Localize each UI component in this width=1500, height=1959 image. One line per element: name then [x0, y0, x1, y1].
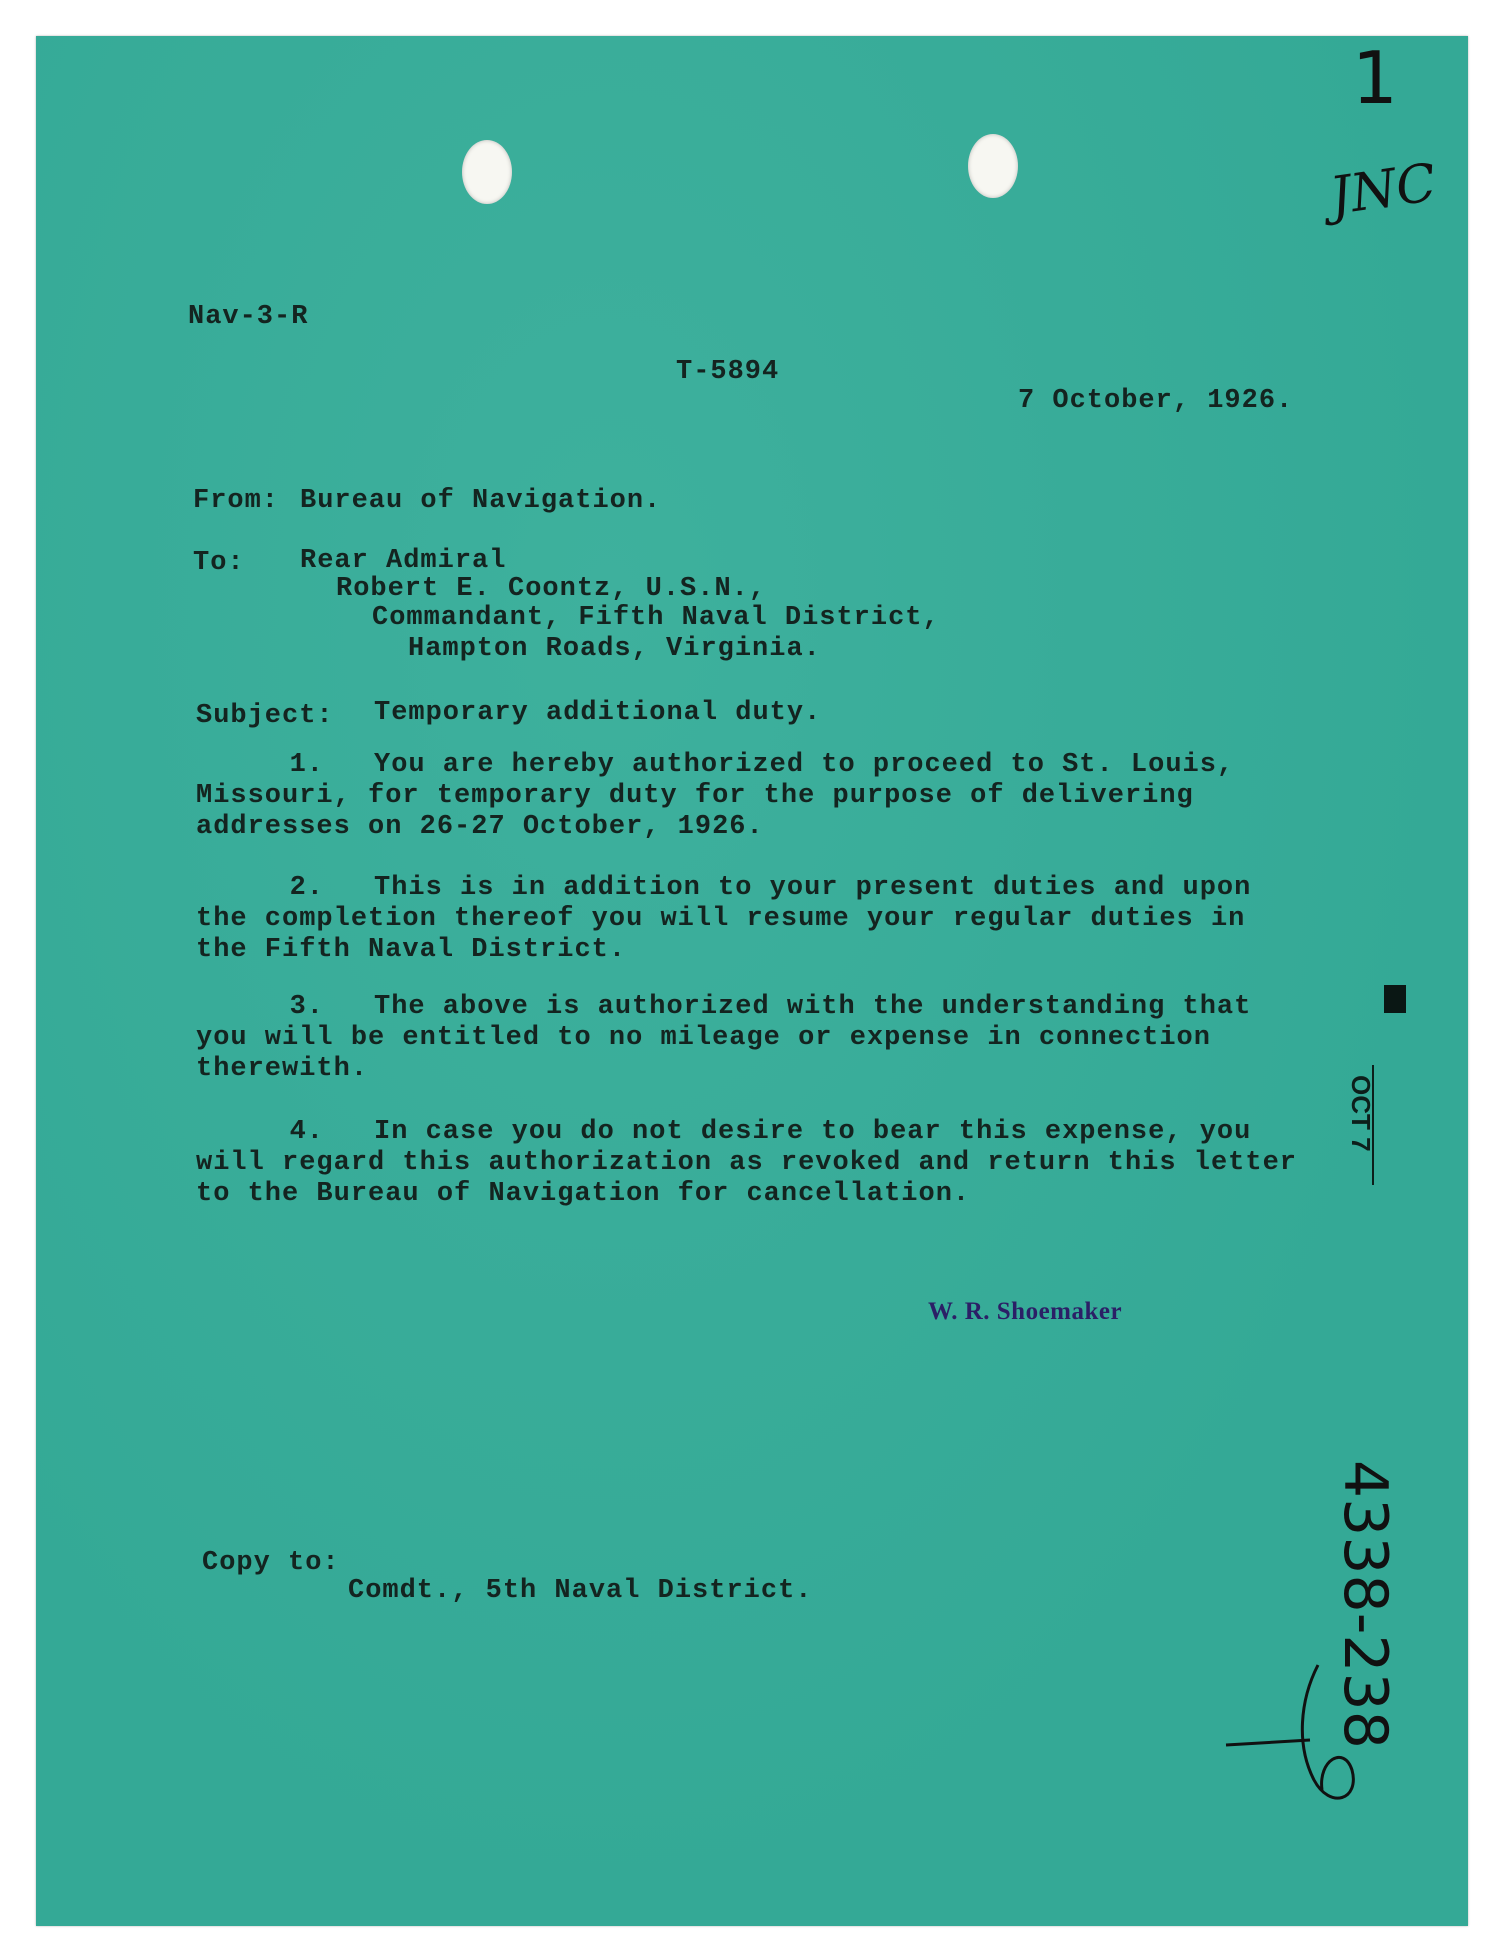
to-label: To: — [193, 548, 245, 578]
copy-to-label: Copy to: — [202, 1548, 340, 1578]
paragraph-1-line-3: addresses on 26-27 October, 1926. — [196, 812, 764, 842]
to-line-3: Commandant, Fifth Naval District, — [372, 603, 940, 633]
paragraph-2-line-1: 2. This is in addition to your present duties and upon — [196, 873, 1326, 904]
reference-number: T-5894 — [676, 357, 780, 387]
copy-to-value: Comdt., 5th Naval District. — [348, 1576, 813, 1606]
from-value: Bureau of Navigation. — [300, 486, 662, 516]
paragraph-3-line-3: therewith. — [196, 1054, 369, 1084]
handwritten-initials: JNC — [1326, 152, 1440, 228]
received-date-stamp: OCT 7 — [1346, 1075, 1376, 1152]
to-line-1: Rear Admiral — [300, 546, 507, 576]
paragraph-3-number: 3. — [289, 992, 324, 1022]
paragraph-4-line-1: 4. In case you do not desire to bear this expense, you — [196, 1117, 1326, 1148]
paragraph-1-line-1: 1. You are hereby authorized to proceed to St. Louis, — [196, 750, 1326, 781]
pen-stroke-loop — [1302, 1665, 1353, 1798]
subject-value: Temporary additional duty. — [374, 698, 822, 728]
pen-stroke-dash — [1226, 1740, 1310, 1745]
handwritten-file-number: 4338-238 — [1330, 1460, 1400, 1749]
paragraph-4-number: 4. — [289, 1117, 324, 1147]
signature-stamp: W. R. Shoemaker — [928, 1298, 1123, 1325]
paragraph-4-line-3: to the Bureau of Navigation for cancellation. — [196, 1179, 971, 1209]
file-code: Nav-3-R — [188, 302, 309, 332]
paragraph-2-line-2: the completion thereof you will resume your regular duties in — [196, 904, 1246, 934]
paragraph-1-number: 1. — [289, 750, 324, 780]
subject-label: Subject: — [196, 701, 334, 731]
from-label: From: — [193, 486, 280, 516]
to-line-4: Hampton Roads, Virginia. — [408, 634, 821, 664]
paragraph-2-number: 2. — [289, 873, 324, 903]
handwritten-number: 1 — [1352, 36, 1398, 120]
paragraph-3-line-1: 3. The above is authorized with the understanding that — [196, 992, 1326, 1023]
to-line-2: Robert E. Coontz, U.S.N., — [336, 574, 767, 604]
paragraph-3-line-2: you will be entitled to no mileage or expense in connection — [196, 1023, 1211, 1053]
paragraph-4-line-2: will regard this authorization as revoked and return this letter — [196, 1148, 1297, 1178]
paragraph-2-line-3: the Fifth Naval District. — [196, 935, 627, 965]
letter-date: 7 October, 1926. — [1018, 386, 1294, 416]
paragraph-1-line-2: Missouri, for temporary duty for the purpose of delivering — [196, 781, 1194, 811]
